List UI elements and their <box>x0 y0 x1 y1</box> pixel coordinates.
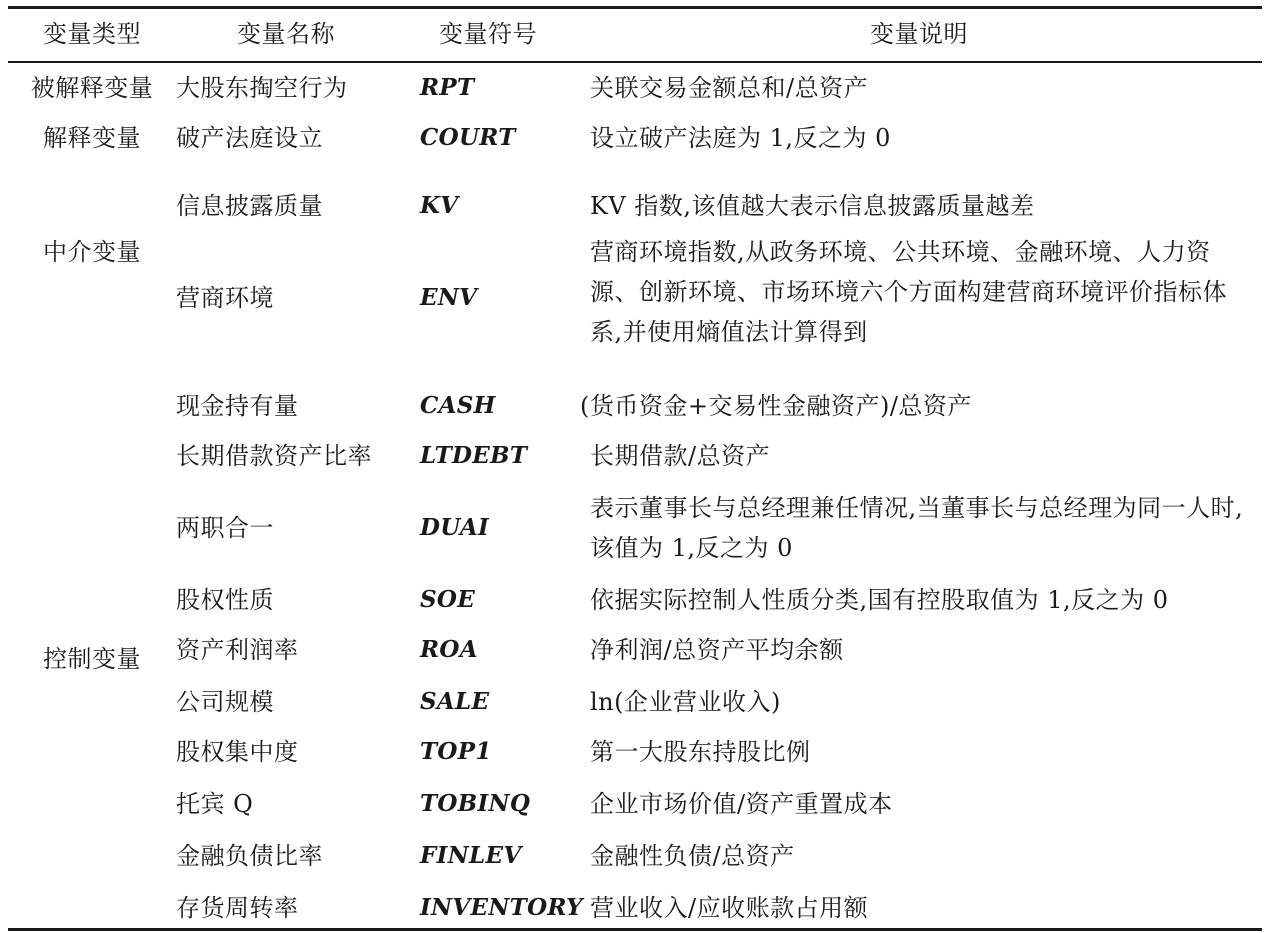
row-description: 第一大股东持股比例 <box>590 738 811 766</box>
row-description: 长期借款/总资产 <box>590 442 771 470</box>
row-symbol: COURT <box>420 124 516 151</box>
category-control-variable: 控制变量 <box>43 645 141 673</box>
row-symbol: RPT <box>420 74 475 101</box>
table-header-rule <box>8 61 1262 63</box>
header-variable-description: 变量说明 <box>870 20 968 48</box>
row-description: 金融性负债/总资产 <box>590 842 795 870</box>
category-explained-variable: 被解释变量 <box>30 74 154 102</box>
row-name: 长期借款资产比率 <box>176 442 372 470</box>
row-name: 托宾 Q <box>176 790 254 818</box>
row-symbol: SOE <box>420 586 476 613</box>
row-symbol: SALE <box>420 688 490 715</box>
header-variable-name: 变量名称 <box>237 20 335 48</box>
category-mediating-variable: 中介变量 <box>43 238 141 266</box>
row-symbol: DUAI <box>420 514 490 541</box>
row-description: 表示董事长与总经理兼任情况,当董事长与总经理为同一人时,该值为 1,反之为 0 <box>590 494 1244 562</box>
table-top-rule <box>8 6 1262 9</box>
row-symbol: TOP1 <box>420 738 492 765</box>
row-name: 股权集中度 <box>176 738 299 766</box>
row-description: KV 指数,该值越大表示信息披露质量越差 <box>590 192 1035 220</box>
header-variable-type: 变量类型 <box>43 20 141 48</box>
row-symbol: INVENTORY <box>420 894 583 921</box>
row-name: 两职合一 <box>176 514 274 542</box>
row-symbol: LTDEBT <box>420 442 528 469</box>
row-description: ln(企业营业收入) <box>590 688 781 716</box>
row-name: 存货周转率 <box>176 894 299 922</box>
row-name: 金融负债比率 <box>176 842 323 870</box>
row-description: 依据实际控制人性质分类,国有控股取值为 1,反之为 0 <box>590 586 1169 614</box>
row-description: 营业收入/应收账款占用额 <box>590 894 869 922</box>
row-description: 关联交易金额总和/总资产 <box>590 74 869 102</box>
row-name: 破产法庭设立 <box>176 124 323 152</box>
row-name: 大股东掏空行为 <box>176 74 348 102</box>
row-symbol: TOBINQ <box>420 790 531 817</box>
row-symbol: KV <box>420 192 459 219</box>
category-explanatory-variable: 解释变量 <box>43 124 141 152</box>
header-variable-symbol: 变量符号 <box>439 20 537 48</box>
row-name: 信息披露质量 <box>176 192 323 220</box>
row-name: 现金持有量 <box>176 392 299 420</box>
row-symbol: ROA <box>420 636 478 663</box>
table-bottom-rule <box>8 928 1262 931</box>
row-name: 股权性质 <box>176 586 274 614</box>
row-description: 营商环境指数,从政务环境、公共环境、金融环境、人力资源、创新环境、市场环境六个方面构建营商环境评价指标体系,并使用熵值法计算得到 <box>590 238 1227 346</box>
row-description: 企业市场价值/资产重置成本 <box>590 790 893 818</box>
row-symbol: CASH <box>420 392 496 419</box>
row-name: 公司规模 <box>176 688 274 716</box>
row-description: (货币资金+交易性金融资产)/总资产 <box>580 392 972 420</box>
row-symbol: ENV <box>420 284 478 311</box>
row-name: 营商环境 <box>176 284 274 312</box>
row-description: 净利润/总资产平均余额 <box>590 636 844 664</box>
row-name: 资产利润率 <box>176 636 299 664</box>
row-symbol: FINLEV <box>420 842 522 869</box>
row-description: 设立破产法庭为 1,反之为 0 <box>590 124 891 152</box>
